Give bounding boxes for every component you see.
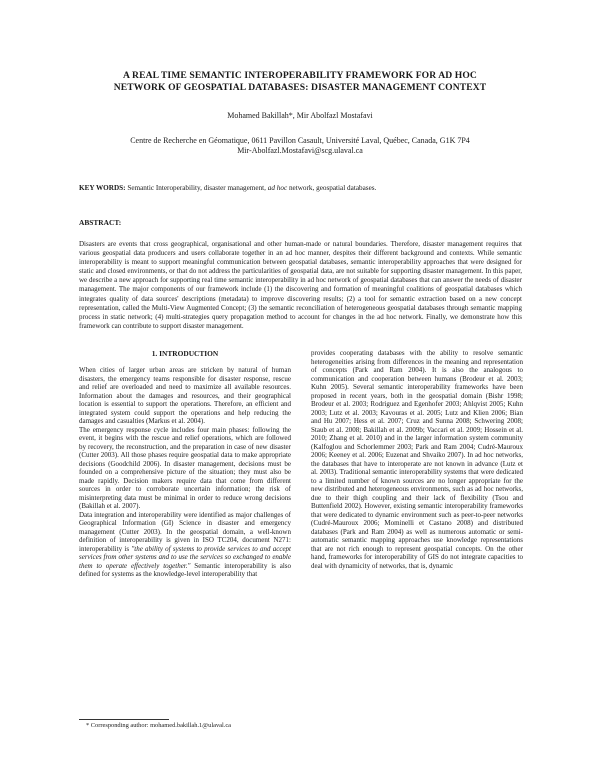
left-paragraph-3a: Data integration and interoperability were identified as major challenges of Geographical Information (GI) Science in disaster and emergency management (Cutter 2003). In the geospatial domain, a well-known definition of interoperability is given in ISO TC204, document N271: interoperability is — [79, 510, 291, 553]
left-column — [79, 366, 291, 579]
authors: Mohamed Bakillah*, Mir Abolfazl Mostafavi — [227, 111, 373, 120]
right-column — [311, 349, 523, 570]
title-line-2: NETWORK OF GEOSPATIAL DATABASES: DISASTER MANAGEMENT CONTEXT — [113, 82, 487, 93]
emails: Mir-Abolfazl.Mostafavi@scg.ulaval.ca — [237, 146, 363, 155]
left-paragraph-3b: Semantic interoperability is also defined for systems as the knowledge-level interoperability that — [79, 561, 291, 578]
affiliation: Centre de Recherche en Géomatique, 0611 Pavillon Casault, Université Laval, Québec, Canada, G1K 7P4 — [130, 136, 470, 145]
abstract-heading: ABSTRACT: — [79, 218, 122, 227]
abstract-body: Disasters are events that cross geographical, organisational and other human-made or natural boundaries. Therefore, disaster management requires that various geospatial data producers and users collaborate together in an ad hoc manner, despites their different background and contexts. While semantic interoperability is meant to support meaningful communication between geospatial databases, semantic interoperability approaches that were designed for static and closed environments, or that do not address the particularities of geospatial data, are not suitable for supporting disaster management. In this paper, we describe a new approach for supporting real time semantic interoperability in ad hoc network of geospatial databases that can answer the needs of disaster management. The major components of our framework include (1) the discovering and formation of meaningful coalitions of geospatial databases which integrates quality of data sources' descriptions (metadata) to improve discovering results; (2) a tool for semantic extraction based on a new concept representation, called the Multi-View Augmented Concept; (3) the semantic reconciliation of heterogeneous geospatial databases through semantic mapping process in static network; (4) multi-strategies query propagation method to account for changes in the ad hoc network. Finally, we demonstrate how this framework can contribute to support disaster management. — [79, 240, 522, 330]
left-paragraph-2: The emergency response cycle includes four main phases: following the event, it begins with the rescue and relief operations, which are followed by recovery, the reconstruction, and the preparation in case of new disaster (Cutter 2003). All those phases require geospatial data to make appropriate decisions (Goodchild 2006). In disaster management, decisions must be founded on a comprehensive picture of the situation; they must also be made rapidly. Decision makers require data that come from different sources in order to corroborate uncertain information; the risk of misinterpreting data must be minimal in order to reduce wrong decisions (Bakillah et al. 2007). — [79, 425, 291, 510]
keywords-label: KEY WORDS: — [79, 184, 126, 192]
footnote: * Corresponding author: mohamed.bakillah.1@ulaval.ca — [86, 722, 232, 729]
left-paragraph-1: When cities of larger urban areas are stricken by natural of human disasters, the emergency teams responsible for disaster response, rescue and relief are overloaded and need to maximize all available resources. Information about the damages and resources, and their geographical location is essential to support the operations. Therefore, an efficient and integrated system could support the operations and help reducing the damages and casualties (Markus et al. 2004). — [79, 366, 291, 425]
right-paragraph-1: provides cooperating databases with the ability to resolve semantic heterogeneities arising from differences in the meaning and representation of concepts (Park and Ram 2004). It is also the analogous to communication and cooperation between humans (Brodeur et al. 2003; Kuhn 2005). Several semantic interoperability frameworks have been proposed in recent years, both in the geospatial domain (Bishr 1998; Brodeur et al. 2003; Rodriguez and Egenhofer 2003; Ahlqvist 2005; Kuhn 2003; Lutz et al. 2003; Kavouras et al. 2005; Lutz and Klien 2006; Bian and Hu 2007; Hess et al. 2007; Cruz and Sunna 2008; Schwering 2008; Staub et al. 2008; Bakillah et al. 2009b; Vaccari et al. 2009; Hossein et al. 2010; Zhang et al. 2010) and in the larger information system community (Kalfoglou and Schorlemmer 2003; Park and Ram 2004; Cudré-Mauroux 2006; Keeney et al. 2006; Euzenat and Shvaiko 2007). In ad hoc networks, the databases that have to interoperate are not known in advance (Lutz et al. 2003). Traditional semantic interoperability systems that were dedicated to a limited number of known sources are no longer appropriate for the new distributed and heterogeneous environments, such as ad hoc networks, due to their thigh coupling and their lack of flexibility (Tsou and Buttenfield 2002). However, existing semantic interoperability frameworks that were dedicated to dynamic environment such as peer-to-peer networks (Cudré-Mauroux 2006; Mominelli et Castano 2008) and distributed databases (Park and Ram 2004) as well as numerous automatic or semi-automatic semantic mapping approaches use knowledge representations that are not rich enough to represent geospatial concepts. On the other hand, frameworks for interoperability of GIS do not integrate capacities to deal with dynamicity of networks, that is, dynamic — [311, 349, 523, 570]
keywords-text-b: network, geospatial databases. — [287, 184, 377, 192]
section-heading-introduction: 1. INTRODUCTION — [151, 349, 219, 358]
keywords — [79, 184, 529, 193]
left-paragraph-3 — [79, 511, 291, 579]
affiliation-block — [60, 136, 540, 156]
title-line-1: A REAL TIME SEMANTIC INTEROPERABILITY FRAMEWORK FOR AD HOC — [123, 70, 477, 81]
keywords-text-a: Semantic Interoperability, disaster management, — [125, 184, 268, 192]
keywords-italic: ad hoc — [267, 184, 288, 192]
paper-title — [60, 70, 540, 94]
footnote-rule — [79, 719, 169, 720]
iso-definition-quote: "the ability of systems to provide services to and accept services from other systems and to use the services so exchanged to enable them to operate effectively together." — [79, 544, 291, 570]
